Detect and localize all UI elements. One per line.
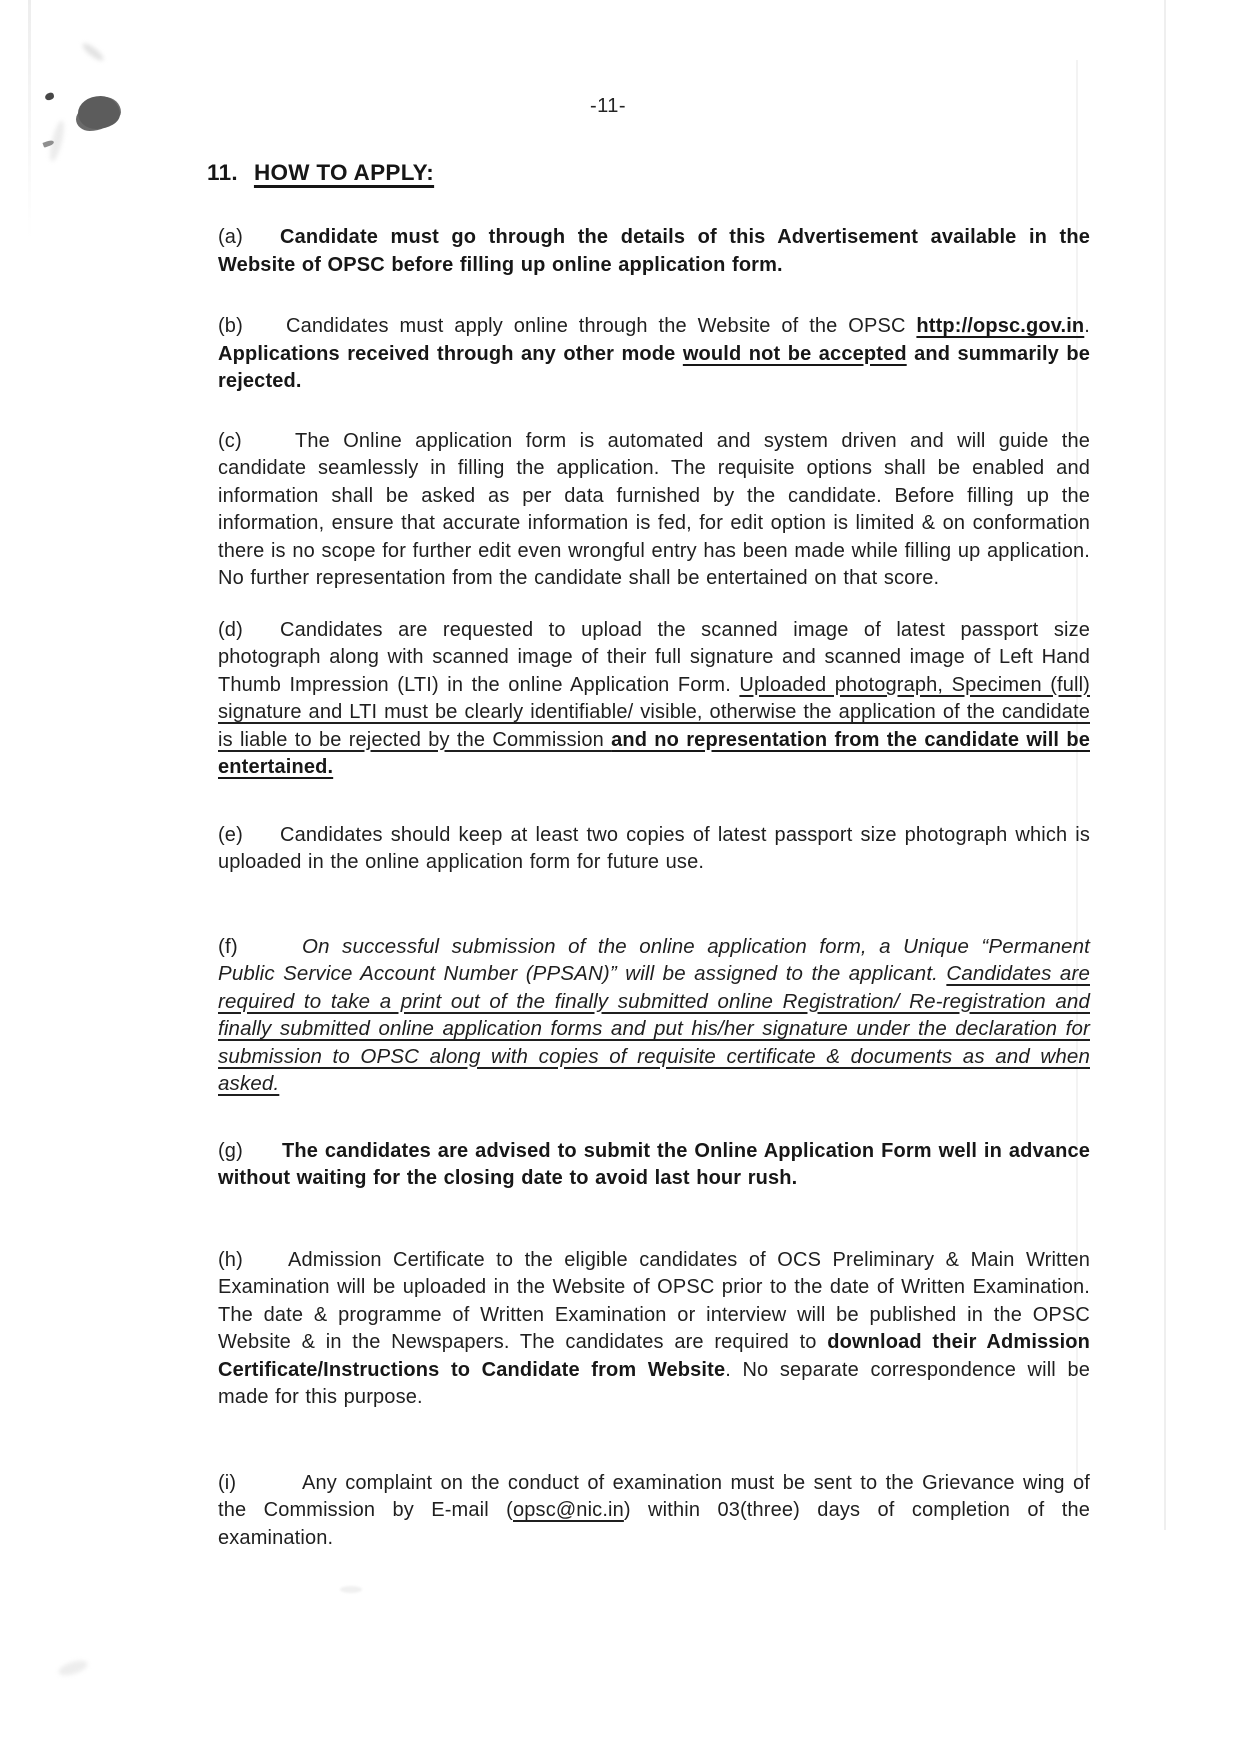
paragraph-f [218,933,1090,1098]
document-body [218,0,1090,1552]
paragraph-label: (d) [218,618,243,641]
smudge-artifact [340,1586,362,1593]
paragraph-label: (a) [218,226,243,248]
paragraph-text: The candidates are advised to submit the Online Application Form well in advance without waiting for the closing date to avoid last hour rush. [218,1139,1090,1189]
paragraph-text: Candidates must apply online through the Website of the OPSC http://opsc.gov.in. Applications received through any other mode would not be accepted and summarily be rejected. [218,315,1090,392]
paragraph-b [218,313,1090,396]
paragraph-label: (b) [218,315,243,337]
scan-edge-artifact [28,0,31,240]
paragraph-text: Candidates are requested to upload the scanned image of latest passport size photograph along with scanned image of their full signature and scanned image of Left Hand Thumb Impression (LTI) in the online Application Form. Uploaded photograph, Specimen (full) signature and LTI must be clearly identifiable/ visible, otherwise the application of the candidate is liable to be rejected by the Commission and no representation from the candidate will be entertained. [218,618,1090,778]
section-number: 11. [207,160,238,185]
paragraph-text: Admission Certificate to the eligible candidates of OCS Preliminary & Main Written Examination will be uploaded in the Website of OPSC prior to the date of Written Examination. The date & programme of Written Examination or interview will be published in the OPSC Website & in the Newspapers. The candidates are required to download their Admission Certificate/Instructions to Candidate from Website. No separate correspondence will be made for this purpose. [218,1248,1091,1408]
paragraph-label: (f) [218,934,238,958]
paragraph-label: (h) [218,1248,243,1271]
paragraph-a [218,224,1090,279]
grievance-email: opsc@nic.in [513,1499,624,1521]
paragraph-text: Candidates should keep at least two copies of latest passport size photograph which is uploaded in the online application form for future use. [218,823,1090,873]
paragraph-label: (g) [218,1139,243,1162]
paragraph-i [218,1470,1090,1553]
paragraph-text: Candidate must go through the details of this Advertisement available in the Website of OPSC before filling up online application form. [218,226,1090,276]
paragraph-label: (e) [218,823,243,846]
paragraph-label: (c) [218,429,242,452]
scan-line-artifact [1164,0,1166,1530]
page-number: -11- [589,95,627,117]
section-title: HOW TO APPLY: [253,160,435,185]
paragraph-text: On successful submission of the online application form, a Unique “Permanent Public Service Account Number (PPSAN)” will be assigned to the applicant. Candidates are required to take a print out of the finally submitted online Registration/ Re-registration and finally submitted online application forms and put his/her signature under the declaration for submission to OPSC along with copies of requisite certificate & documents as and when asked. [218,934,1090,1095]
paragraph-label: (i) [218,1471,237,1494]
paragraph-g [218,1138,1090,1193]
paragraph-d [218,617,1090,782]
paragraph-h [218,1247,1090,1412]
paragraph-e [218,822,1090,877]
smudge-artifact [80,41,105,63]
paragraph-text: The Online application form is automated and system driven and will guide the candidate seamlessly in filling the application. The requisite options shall be enabled and information shall be asked as per data furnished by the candidate. Before filling up the information, ensure that accurate information is fed, for edit option is limited & on conformation there is no scope for further edit even wrongful entry has been made while filling up application. No further representation from the candidate shall be entertained on that score. [218,429,1090,589]
opsc-url: http://opsc.gov.in [916,315,1085,337]
paragraph-text: Any complaint on the conduct of examination must be sent to the Grievance wing of the Commission by E-mail (opsc@nic.in) within 03(three) days of completion of the examination. [218,1471,1090,1549]
paragraph-c [218,428,1090,593]
smudge-artifact [57,1658,89,1679]
